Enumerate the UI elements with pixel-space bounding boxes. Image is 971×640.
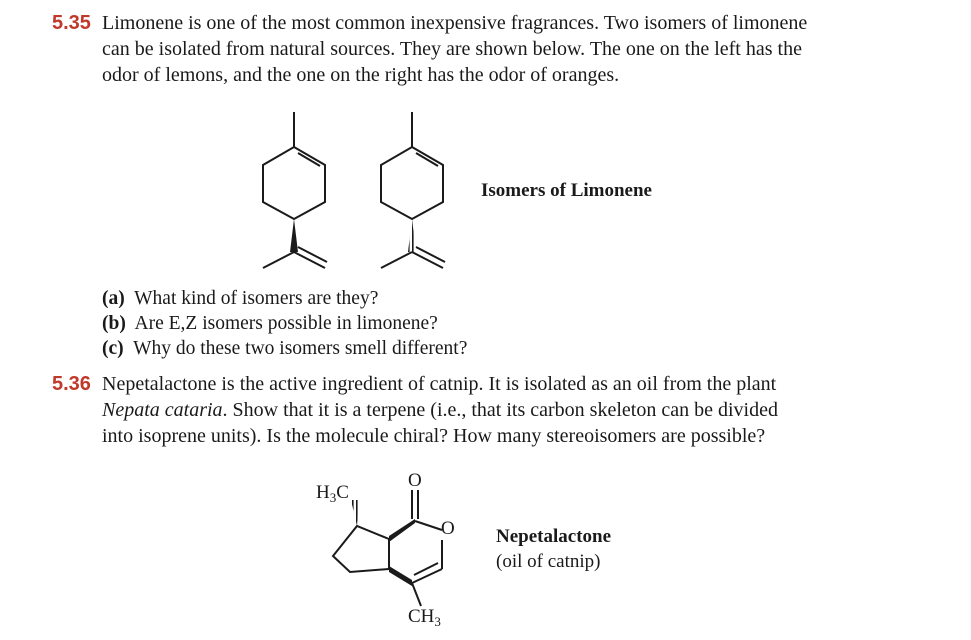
figure-subtitle-catnip: (oil of catnip): [496, 551, 601, 572]
part-c: (c) Why do these two isomers smell different?: [102, 338, 468, 359]
problem-535-line-2: can be isolated from natural sources. They are shown below. The one on the left has the: [102, 38, 802, 60]
problem-number-535: 5.35: [52, 12, 91, 34]
problem-536-line-2: Nepata cataria. Show that it is a terpene (i.e., that its carbon skeleton can be divided: [102, 399, 778, 421]
limonene-left-structure: [263, 112, 327, 268]
problem-535-line-3: odor of lemons, and the one on the right has the odor of oranges.: [102, 64, 620, 86]
problem-536-line-3: into isoprene units). Is the molecule chiral? How many stereoisomers are possible?: [102, 425, 766, 447]
atom-carbonyl-o: O: [408, 470, 422, 491]
part-a: (a) What kind of isomers are they?: [102, 288, 379, 309]
atom-ch3: $CH_3$: [408, 606, 441, 629]
limonene-right-structure: [381, 112, 445, 268]
nepetalactone-structure: [333, 490, 442, 606]
atom-h3c: $H_3C$: [316, 482, 349, 505]
figure-caption-limonene: Isomers of Limonene: [481, 180, 652, 201]
part-b: (b) Are E,Z isomers possible in limonene?: [102, 313, 438, 334]
figure-title-nepetalactone: Nepetalactone: [496, 526, 612, 547]
problem-536-line-1: Nepetalactone is the active ingredient of catnip. It is isolated as an oil from the plant: [102, 373, 777, 395]
problem-535-parts: [102, 286, 467, 361]
problem-535-line-1: Limonene is one of the most common inexpensive fragrances. Two isomers of limonene: [102, 12, 808, 34]
problem-536-text: [102, 371, 778, 449]
atom-ring-o: O: [441, 518, 455, 539]
problem-number-536: 5.36: [52, 373, 91, 395]
